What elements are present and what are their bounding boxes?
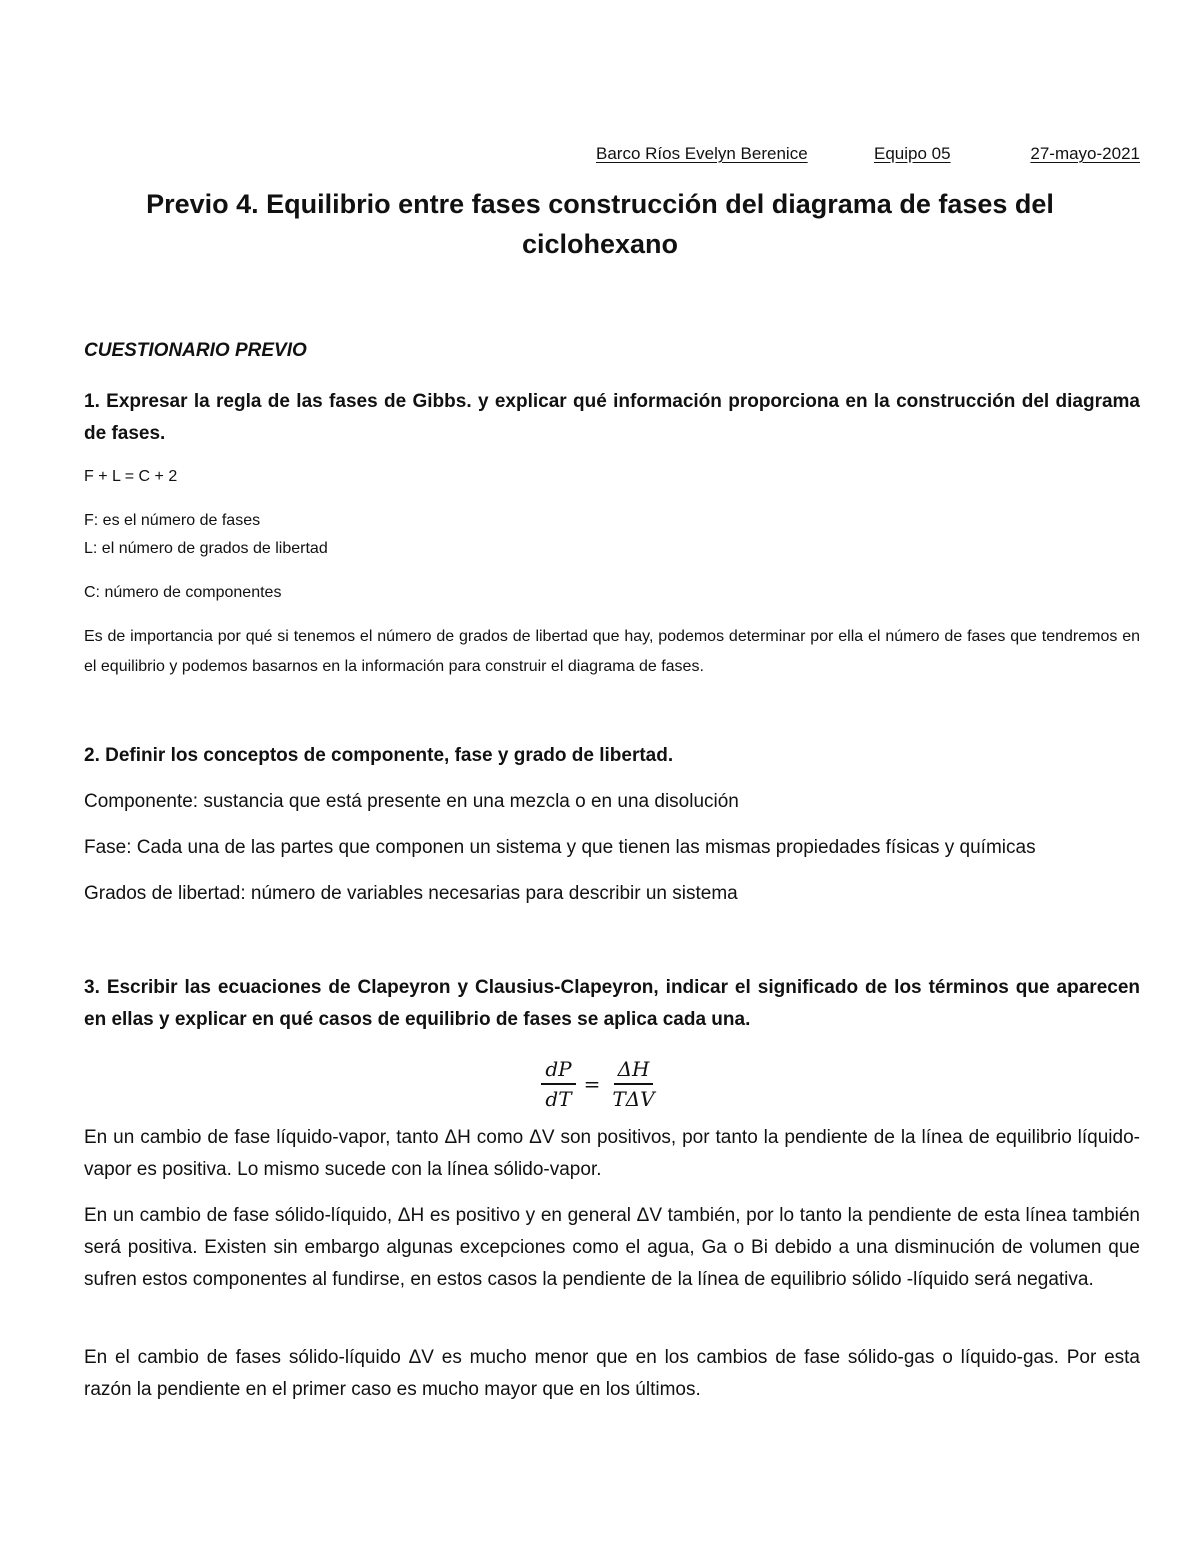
definition-f: F: es el número de fases [84, 512, 261, 529]
rhs-fraction [608, 1057, 658, 1111]
q1-explanation: Es de importancia por qué si tenemos el número de grados de libertad que hay, podemos determinar por ella el número de fases que tendremos en el equilibrio y podemos basarnos en la información para construir el diagrama de fases. [84, 628, 1140, 675]
q3-paragraph-1: En un cambio de fase líquido-vapor, tanto ΔH como ΔV son positivos, por tanto la pendiente de la línea de equilibrio líquido-vapor es positiva. Lo mismo sucede con la línea sólido-vapor. [84, 1127, 1140, 1180]
lhs-denominator: dT [545, 1087, 572, 1111]
author-name: Barco Ríos Evelyn Berenice [596, 144, 808, 163]
date-label: 27-mayo-2021 [1030, 144, 1140, 163]
rhs-numerator: ΔH [614, 1057, 654, 1085]
definition-c: C: número de componentes [84, 584, 282, 601]
question-1: 1. Expresar la regla de las fases de Gibbs. y explicar qué información proporciona en la construcción del diagrama de fases. [84, 391, 1140, 444]
rhs-denominator: TΔV [612, 1087, 655, 1111]
equals-sign: = [583, 1072, 601, 1096]
lhs-fraction [541, 1057, 575, 1111]
clapeyron-equation [0, 1052, 1200, 1116]
definition-fase: Fase: Cada una de las partes que componen un sistema y que tienen las mismas propiedades físicas y químicas [84, 837, 1036, 858]
q3-paragraph-3: En el cambio de fases sólido-líquido ΔV es mucho menor que en los cambios de fase sólido-gas o líquido-gas. Por esta razón la pendiente en el primer caso es mucho mayor que en los últimos. [84, 1347, 1140, 1400]
definition-componente: Componente: sustancia que está presente en una mezcla o en una disolución [84, 791, 739, 812]
question-3: 3. Escribir las ecuaciones de Clapeyron y Clausius-Clapeyron, indicar el significado de los términos que aparecen en ellas y explicar en qué casos de equilibrio de fases se aplica cada una. [84, 977, 1140, 1030]
lhs-numerator: dP [541, 1057, 575, 1085]
definition-grados-libertad: Grados de libertad: número de variables necesarias para describir un sistema [84, 883, 738, 904]
question-2: 2. Definir los conceptos de componente, fase y grado de libertad. [84, 745, 674, 766]
team-label: Equipo 05 [874, 144, 951, 163]
definition-l: L: el número de grados de libertad [84, 540, 328, 557]
page-title: Previo 4. Equilibrio entre fases construcción del diagrama de fases del ciclohexano [146, 189, 1054, 259]
document-header [596, 144, 1140, 168]
gibbs-formula: F + L = C + 2 [84, 468, 178, 485]
section-label: CUESTIONARIO PREVIO [84, 340, 307, 361]
q3-paragraph-2: En un cambio de fase sólido-líquido, ΔH es positivo y en general ΔV también, por lo tanto la pendiente de esta línea también será positiva. Existen sin embargo algunas excepciones como el agua, Ga o Bi debido a una disminución de volumen que sufren estos componentes al fundirse, en estos casos la pendiente de la línea de equilibrio sólido -líquido será negativa. [84, 1205, 1140, 1290]
